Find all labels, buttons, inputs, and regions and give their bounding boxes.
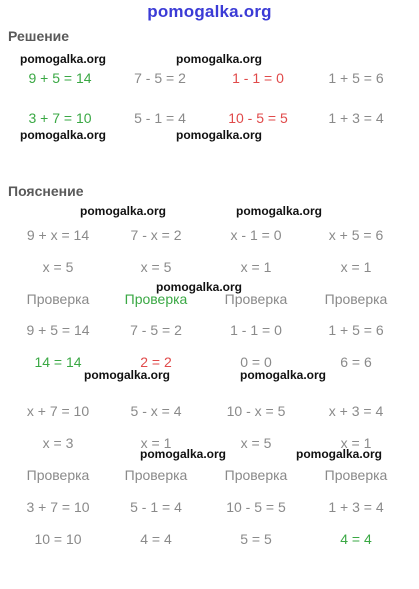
solution-heading: Решение — [8, 28, 70, 44]
equation: 5 - x = 4 — [130, 403, 182, 419]
equation: 9 + x = 14 — [26, 227, 90, 243]
check-result: 2 = 2 — [140, 354, 172, 370]
watermark: pomogalka.org — [156, 280, 243, 294]
check-equation: 1 - 1 = 0 — [230, 322, 282, 338]
check-equation: 1 + 5 = 6 — [328, 322, 384, 338]
equation: 10 - x = 5 — [226, 403, 286, 419]
watermark: pomogalka.org — [236, 204, 323, 218]
solution-equation: 10 - 5 = 5 — [228, 110, 288, 126]
watermark: pomogalka.org — [20, 52, 107, 66]
watermark: pomogalka.org — [296, 447, 383, 461]
check-result: 5 = 5 — [240, 531, 272, 547]
answer: x = 1 — [340, 435, 372, 451]
check-result: 14 = 14 — [34, 354, 82, 370]
check-label: Проверка — [124, 467, 188, 483]
answer: x = 1 — [340, 259, 372, 275]
check-equation: 10 - 5 = 5 — [226, 499, 286, 515]
answer: x = 3 — [42, 435, 74, 451]
answer: x = 1 — [140, 435, 172, 451]
solution-equation: 3 + 7 = 10 — [28, 110, 92, 126]
equation: 7 - x = 2 — [130, 227, 182, 243]
watermark: pomogalka.org — [140, 447, 227, 461]
solution-equation: 1 + 3 = 4 — [328, 110, 384, 126]
check-result: 0 = 0 — [240, 354, 272, 370]
check-equation: 5 - 1 = 4 — [130, 499, 182, 515]
answer: x = 5 — [140, 259, 172, 275]
check-label: Проверка — [26, 467, 90, 483]
check-result: 4 = 4 — [140, 531, 172, 547]
equation: x + 7 = 10 — [26, 403, 90, 419]
check-label: Проверка — [324, 291, 388, 307]
solution-equation: 1 - 1 = 0 — [232, 70, 284, 86]
equation: x + 5 = 6 — [328, 227, 384, 243]
check-label: Проверка — [324, 467, 388, 483]
answer: x = 5 — [240, 435, 272, 451]
check-label: Проверка — [224, 467, 288, 483]
check-result: 4 = 4 — [340, 531, 372, 547]
check-label: Проверка — [224, 291, 288, 307]
check-equation: 3 + 7 = 10 — [26, 499, 90, 515]
solution-equation: 1 + 5 = 6 — [328, 70, 384, 86]
check-result: 6 = 6 — [340, 354, 372, 370]
solution-equation: 5 - 1 = 4 — [134, 110, 186, 126]
check-label: Проверка — [124, 291, 188, 307]
watermark: pomogalka.org — [176, 128, 263, 142]
solution-equation: 9 + 5 = 14 — [28, 70, 92, 86]
equation: x + 3 = 4 — [328, 403, 384, 419]
check-label: Проверка — [26, 291, 90, 307]
check-equation: 9 + 5 = 14 — [26, 322, 90, 338]
watermark: pomogalka.org — [20, 128, 107, 142]
site-title: pomogalka.org — [147, 2, 272, 21]
check-result: 10 = 10 — [34, 531, 82, 547]
watermark: pomogalka.org — [80, 204, 167, 218]
answer: x = 1 — [240, 259, 272, 275]
watermark: pomogalka.org — [240, 368, 327, 382]
equation: x - 1 = 0 — [230, 227, 282, 243]
watermark: pomogalka.org — [176, 52, 263, 66]
check-equation: 1 + 3 = 4 — [328, 499, 384, 515]
watermark: pomogalka.org — [84, 368, 171, 382]
explanation-heading: Пояснение — [8, 183, 84, 199]
check-equation: 7 - 5 = 2 — [130, 322, 182, 338]
answer: x = 5 — [42, 259, 74, 275]
solution-equation: 7 - 5 = 2 — [134, 70, 186, 86]
